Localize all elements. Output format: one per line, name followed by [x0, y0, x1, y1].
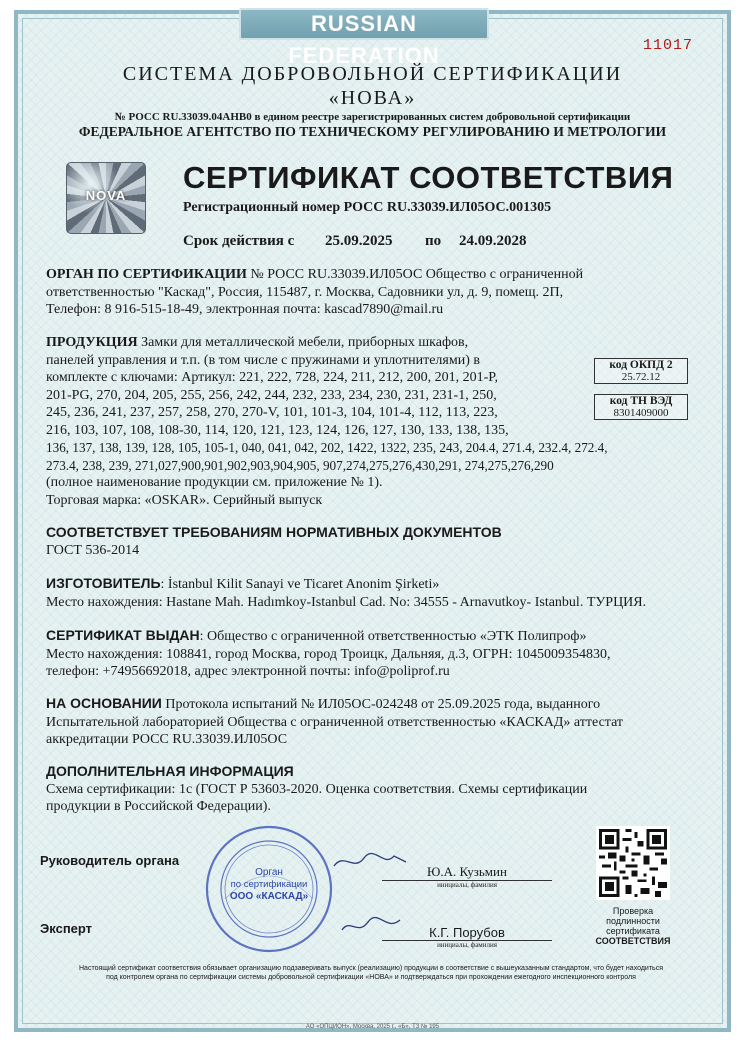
head-signature-block: [382, 864, 552, 889]
expert-name-caption: инициалы, фамилия: [382, 940, 552, 949]
qr-caption-line3: сертификата: [606, 926, 660, 936]
additional-heading: ДОПОЛНИТЕЛЬНАЯ ИНФОРМАЦИЯ: [46, 763, 294, 779]
stamp-line2: по сертификации: [230, 879, 308, 890]
additional-section: [46, 763, 706, 816]
issued-to-line1: : Общество с ограниченной ответственностью «ЭТК Полипроф»: [199, 629, 587, 644]
tnved-value: 8301409000: [613, 407, 669, 419]
manufacturer-section: [46, 575, 706, 611]
issued-to-line2: Место нахождения: 108841, город Москва, город Троицк, Дальняя, д.3, ОГРН: 1045009354830,: [46, 646, 611, 662]
cert-body-section: [46, 266, 706, 319]
serial-number: 11017: [642, 37, 693, 54]
manufacturer-name: : İstanbul Kilit Sanayi ve Ticaret Anonim Şirketi»: [160, 577, 440, 592]
footer-line2: под контролем органа по сертификации системы добровольной сертификации «НОВА» и подтверждаться при прохождении ежегодного инспекционного контроля: [106, 974, 636, 981]
issued-to-heading: СЕРТИФИКАТ ВЫДАН: [46, 627, 200, 643]
stamp-line3: ООО «КАСКАД»: [229, 891, 309, 902]
product-line: (полное наименование продукции см. приложение № 1).: [46, 475, 383, 490]
system-title-line1: СИСТЕМА ДОБРОВОЛЬНОЙ СЕРТИФИКАЦИИ: [122, 63, 623, 85]
expert-signature-label: Эксперт: [40, 921, 93, 936]
manufacturer-address: Место нахождения: Hastane Mah. Hadımkoy-Istanbul Cad. No: 34555 - Arnavutkoy- Istanbul. ТУРЦИЯ.: [46, 594, 647, 610]
country-banner: RUSSIAN FEDERATION: [239, 8, 489, 40]
basis-heading: НА ОСНОВАНИИ: [46, 695, 162, 711]
basis-line1: Протокола испытаний № ИЛ05ОС-024248 от 25.09.2025 года, выданного: [161, 697, 601, 712]
head-name: Ю.А. Кузьмин: [427, 864, 507, 879]
additional-line2: продукции в Российской Федерации).: [46, 799, 271, 814]
hologram-icon: [66, 162, 146, 234]
print-mark: АО «ОПЦИОН», Москва, 2025 г., «Б», ТЗ № 195: [305, 1024, 440, 1030]
validity-label: Срок действия с: [183, 233, 295, 249]
product-line: 245, 236, 241, 237, 257, 258, 270, 270-V, 101, 101-3, 104, 101-4, 112, 113, 223,: [46, 405, 498, 420]
valid-to: 24.09.2028: [459, 233, 527, 249]
product-line: Торговая марка: «OSKAR». Серийный выпуск: [46, 492, 323, 508]
product-heading: ПРОДУКЦИЯ: [46, 335, 138, 350]
system-title: [20, 62, 725, 110]
system-title-line2: «НОВА»: [328, 87, 417, 109]
certification-stamp: [203, 823, 335, 955]
certificate-title: СЕРТИФИКАТ СООТВЕТСТВИЯ: [183, 160, 674, 195]
registration-number-line: [183, 200, 551, 216]
registration-number: РОСС RU.33039.ИЛ05ОС.001305: [343, 200, 552, 215]
cert-body-line3: Телефон: 8 916-515-18-49, электронная почта: kascad7890@mail.ru: [46, 302, 444, 317]
issued-to-section: [46, 627, 706, 681]
manufacturer-heading: ИЗГОТОВИТЕЛЬ: [46, 575, 161, 591]
issued-to-line3: телефон: +74956692018, адрес электронной почты: info@poliprof.ru: [46, 664, 450, 679]
hologram-text: NOVA: [85, 188, 127, 203]
product-line: Замки для металлической мебели, приборных шкафов,: [137, 335, 469, 350]
stamp-text: [223, 867, 315, 903]
valid-from: 25.09.2025: [325, 233, 393, 249]
product-line: комплекте с ключами: Артикул: 221, 222, 728, 224, 211, 212, 200, 201, 201-P,: [46, 370, 499, 385]
tnved-code-box: [594, 394, 688, 420]
expert-signature-block: [382, 925, 552, 949]
product-line: 216, 103, 107, 108, 108-30, 114, 120, 121, 123, 124, 126, 127, 130, 133, 138, 135,: [46, 422, 509, 438]
product-line: 201-PG, 270, 204, 205, 255, 256, 242, 244, 232, 233, 234, 230, 231, 231-1, 250,: [46, 387, 497, 403]
cert-body-heading: ОРГАН ПО СЕРТИФИКАЦИИ: [46, 267, 247, 282]
basis-section: [46, 695, 706, 749]
registry-line: № РОСС RU.33039.04АНВ0 в едином реестре зарегистрированных систем добровольной сертификации: [114, 111, 631, 123]
tnved-label: код ТН ВЭД: [609, 395, 673, 407]
head-signature-label: Руководитель органа: [40, 853, 180, 868]
stamp-line1: Орган: [255, 867, 283, 878]
cert-body-line2: ответственностью "Каскад", Россия, 115487, г. Москва, Садовники ул, д. 9, помещ. 2П,: [46, 284, 564, 300]
product-line: 136, 137, 138, 139, 128, 105, 105-1, 040, 041, 042, 202, 1422, 1322, 235, 243, 204.4, 271.4, 232.4, 272.4,: [46, 440, 608, 455]
qr-caption-line1: Проверка: [612, 906, 654, 916]
okpd-label: код ОКПД 2: [609, 359, 673, 371]
footer-note: [46, 964, 696, 982]
footer-line1: Настоящий сертификат соответствия обязывает организацию подзаверивать выпуск (реализацию) продукции в соответствие с вышеуказанным стандартом, что будет находиться: [79, 965, 663, 972]
product-section-tail: [46, 474, 706, 509]
conforms-heading: СООТВЕТСТВУЕТ ТРЕБОВАНИЯМ НОРМАТИВНЫХ ДОКУМЕНТОВ: [46, 524, 502, 540]
agency-line: ФЕДЕРАЛЬНОЕ АГЕНТСТВО ПО ТЕХНИЧЕСКОМУ РЕГУЛИРОВАНИЮ И МЕТРОЛОГИИ: [78, 124, 667, 139]
product-section: [46, 334, 591, 439]
basis-line2: Испытательной лабораторией Общества с ограниченной ответственностью «КАСКАД» аттестат: [46, 714, 624, 730]
cert-body-line1: № РОСС RU.33039.ИЛ05ОС Общество с ограниченной: [246, 267, 584, 282]
conforms-section: [46, 524, 706, 559]
basis-line3: аккредитации РОСС RU.33039.ИЛ05ОС: [46, 732, 288, 747]
product-line: 273.4, 238, 239, 271,027,900,901,902,903,904,905, 907,274,275,276,430,291, 274,275,276,290: [46, 457, 554, 473]
registration-label: Регистрационный номер: [183, 200, 341, 215]
qr-caption: [588, 906, 678, 946]
standard-reference: ГОСТ 536-2014: [46, 542, 140, 558]
head-name-caption: инициалы, фамилия: [382, 880, 552, 889]
expert-name: К.Г. Порубов: [429, 925, 505, 940]
product-section-wide: [46, 439, 706, 474]
qr-caption-line2: подлинности: [606, 916, 660, 926]
validity-line: [183, 233, 527, 250]
valid-to-label: по: [425, 233, 442, 249]
qr-caption-line4: СООТВЕТСТВИЯ: [595, 936, 671, 946]
qr-code-icon[interactable]: [596, 826, 670, 900]
product-line: панелей управления и т.п. (в том числе с пружинами и уплотнителями) в: [46, 352, 480, 368]
okpd-value: 25.72.12: [621, 371, 661, 383]
additional-line1: Схема сертификации: 1с (ГОСТ Р 53603-2020. Оценка соответствия. Схемы сертификации: [46, 781, 588, 797]
okpd-code-box: [594, 358, 688, 384]
